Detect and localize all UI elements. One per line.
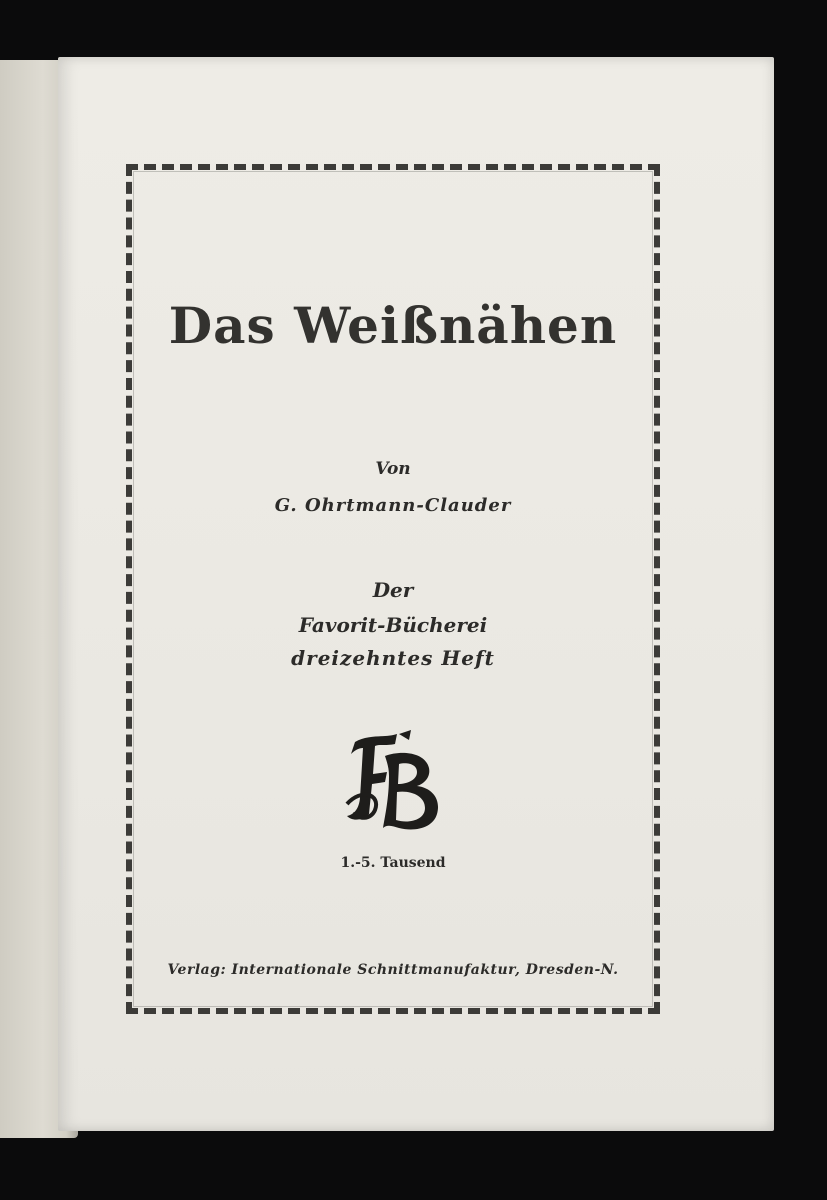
author-name: G. Ohrtmann-Clauder <box>274 495 512 516</box>
publisher-line: Verlag: Internationale Schnittmanufaktur, Dresden-N. <box>167 962 619 978</box>
by-label: Von <box>375 459 411 479</box>
edition-note: 1.-5. Tausend <box>340 855 446 871</box>
series-line-1: Der <box>372 578 414 602</box>
series-line-3: dreizehntes Heft <box>291 646 495 670</box>
book-title: Das Weißnähen <box>168 296 618 355</box>
series-line-2: Favorit-Bücherei <box>298 613 488 637</box>
publisher-monogram-logo <box>341 728 451 838</box>
